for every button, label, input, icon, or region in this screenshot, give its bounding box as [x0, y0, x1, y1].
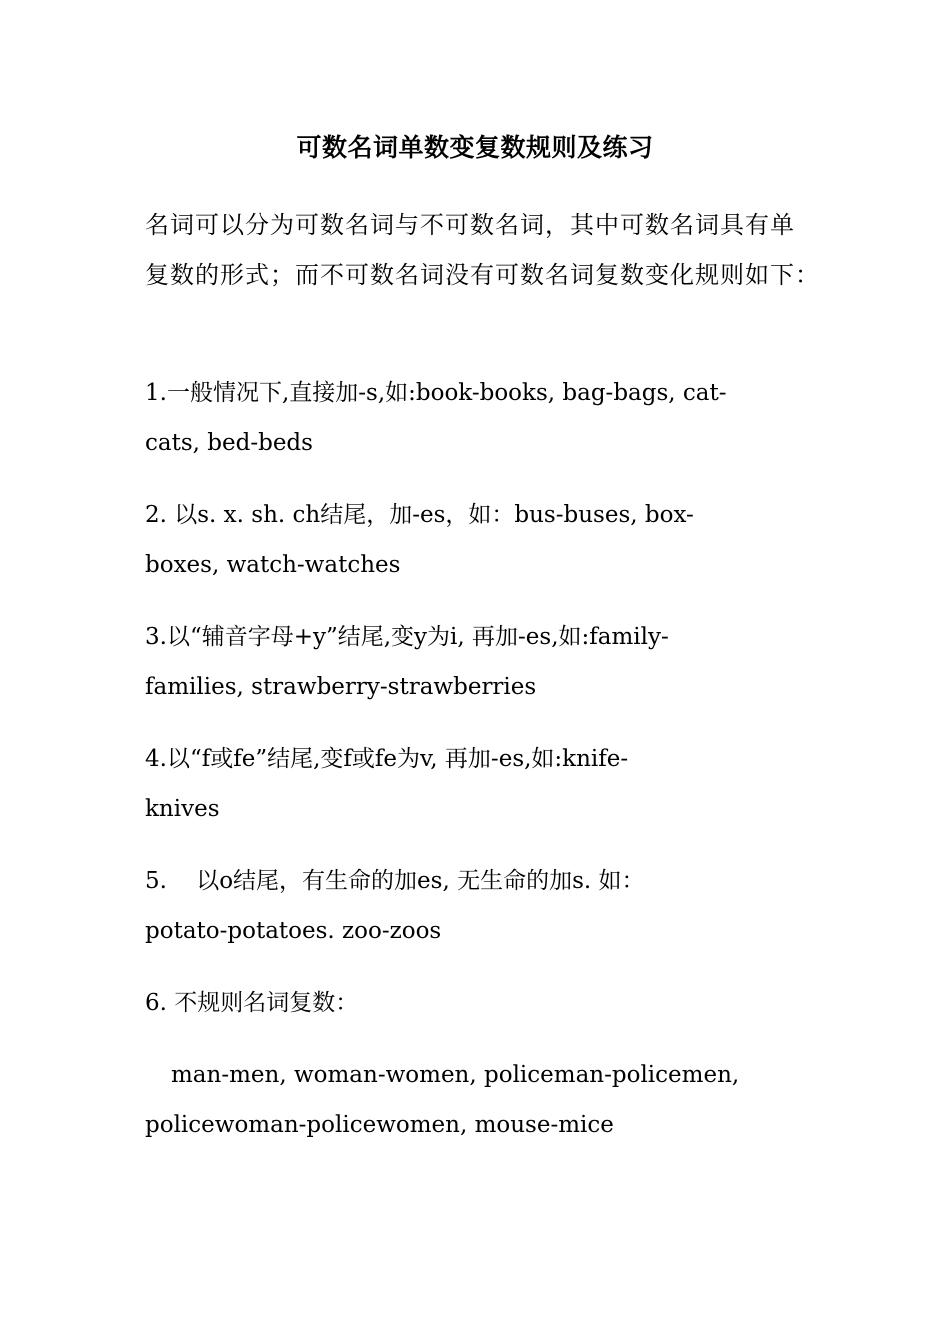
rule-1 — [145, 368, 825, 468]
rule-5 — [145, 856, 825, 956]
rule-1-line-2: cats, bed-beds — [145, 430, 313, 456]
rule-3 — [145, 612, 825, 712]
rule-1-line-1: 1.一般情况下,直接加-s,如:book-books, bag-bags, cat- — [145, 380, 727, 406]
rule-2 — [145, 490, 825, 590]
rule-3-line-1: 3.以“辅音字母+y”结尾,变y为i, 再加-es,如:family- — [145, 624, 669, 650]
rule-4 — [145, 734, 825, 834]
rule-6 — [145, 978, 825, 1150]
intro-line-2: 复数的形式；而不可数名词没有可数名词复数变化规则如下： — [145, 261, 820, 289]
rule-2-line-2: boxes, watch-watches — [145, 552, 401, 578]
rule-2-line-1: 2. 以s. x. sh. ch结尾，加-es，如：bus-buses, box- — [145, 502, 694, 528]
intro-paragraph — [145, 200, 825, 300]
rule-4-line-2: knives — [145, 796, 220, 822]
rule-5-line-1: 5. 以o结尾，有生命的加es, 无生命的加s. 如： — [145, 868, 645, 894]
rule-5-line-2: potato-potatoes. zoo-zoos — [145, 918, 442, 944]
rule-3-line-2: families, strawberry-strawberries — [145, 674, 537, 700]
rule-6-line-1: 6. 不规则名词复数： — [145, 990, 359, 1016]
rule-6-line-3: policewoman-policewomen, mouse-mice — [145, 1112, 614, 1138]
document-title: 可数名词单数变复数规则及练习 — [296, 133, 654, 162]
intro-line-1: 名词可以分为可数名词与不可数名词，其中可数名词具有单 — [145, 211, 795, 239]
rule-6-line-2: man-men, woman-women, policeman-policemen, — [171, 1062, 740, 1088]
rule-4-line-1: 4.以“f或fe”结尾,变f或fe为v, 再加-es,如:knife- — [145, 746, 629, 772]
